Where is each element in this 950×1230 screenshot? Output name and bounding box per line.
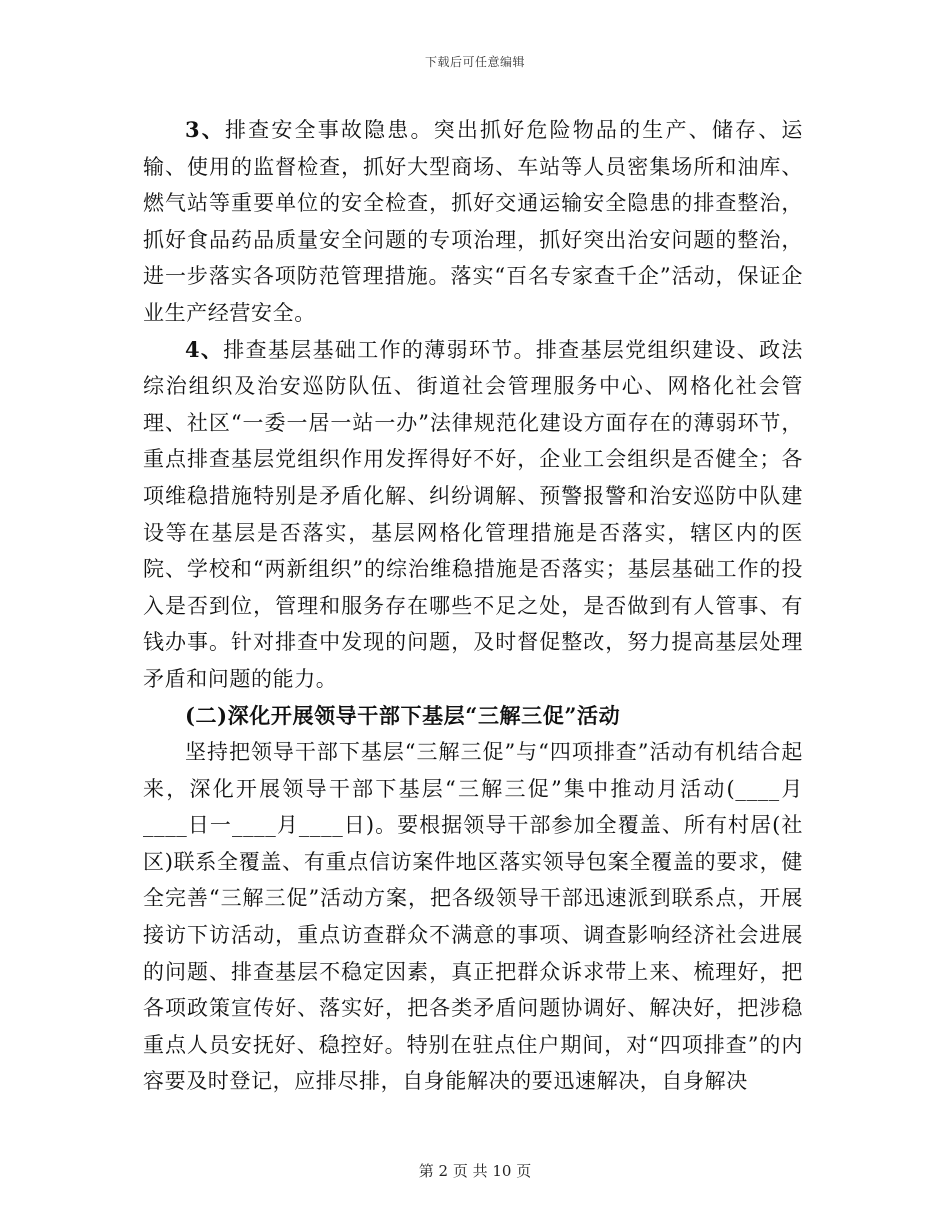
paragraph-text: 排查安全事故隐患。突出抓好危险物品的生产、储存、运输、使用的监督检查，抓好大型商场、车站等人员密集场所和油库、燃气站等重要单位的安全检查，抓好交通运输安全隐患的排查整治，抓好食品药品质量安全问题的专项治理，抓好突出治安问题的整治，进一步落实各项防范管理措施。落实“百名专家查千企”活动，保证企业生产经营安全。 [143, 118, 804, 325]
paragraph-item-4 [143, 332, 803, 698]
page-header: 下载后可任意编辑 [424, 55, 525, 69]
paragraph-number: 3、 [185, 117, 225, 142]
paragraph-text: 排查基层基础工作的薄弱环节。排查基层党组织建设、政法综治组织及治安巡防队伍、街道社会管理服务中心、网格化社会管理、社区“一委一居一站一办”法律规范化建设方面存在的薄弱环节，重点排查基层党组织作用发挥得好不好，企业工会组织是否健全；各项维稳措施特别是矛盾化解、纠纷调解、预警报警和治安巡防中队建设等在基层是否落实，基层网格化管理措施是否落实，辖区内的医院、学校和“两新组织”的综治维稳措施是否落实；基层基础工作的投入是否到位，管理和服务存在哪些不足之处，是否做到有人管事、有钱办事。针对排查中发现的问题，及时督促整改，努力提高基层处理矛盾和问题的能力。 [143, 337, 803, 691]
document-body [143, 112, 803, 1100]
section-heading: (二)深化开展领导干部下基层“三解三促”活动 [185, 702, 621, 728]
body-paragraph: 坚持把领导干部下基层“三解三促”与“四项排查”活动有机结合起来，深化开展领导干部下基层“三解三促”集中推动月活动(____月____日一____月____日)。要根据领导干部参加全覆盖、所有村居(社区)联系全覆盖、有重点信访案件地区落实领导包案全覆盖的要求，健全完善“三解三促”活动方案，把各级领导干部迅速派到联系点，开展接访下访活动，重点访查群众不满意的事项、调查影响经济社会进展的问题、排查基层不稳定因素，真正把群众诉求带上来、梳理好，把各项政策宣传好、落实好，把各类矛盾问题协调好、解决好，把涉稳重点人员安抚好、稳控好。特别在驻点住户期间，对“四项排查”的内容要及时登记，应排尽排，自身能解决的要迅速解决，自身解决 [143, 740, 803, 1094]
paragraph-item-3 [143, 112, 803, 332]
page-footer: 第 2 页 共 10 页 [418, 1162, 532, 1180]
paragraph-number: 4、 [185, 336, 224, 362]
